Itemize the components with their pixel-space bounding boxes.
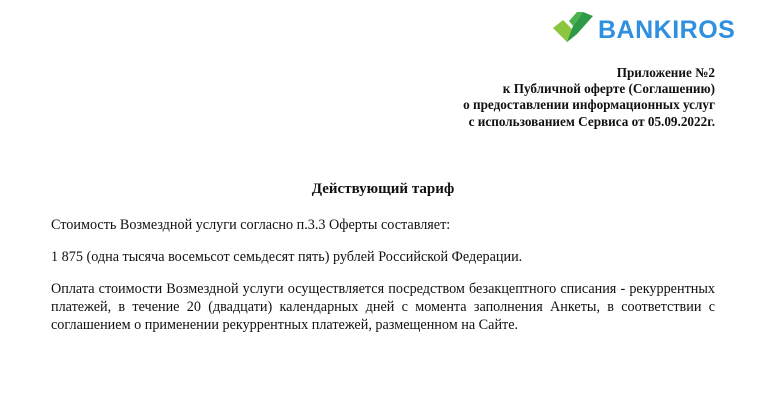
annex-service-date: с использованием Сервиса от 05.09.2022г. bbox=[468, 113, 715, 129]
payment-terms-paragraph: Оплата стоимости Возмездной услуги осуществляется посредством безакцептного списания - рекуррентных платежей, в течение 20 (двадцати) календарных дней с момента заполнения Анкеты, в соответствии с соглашением о применении рекуррентных платежей, размещенном на Сайте. bbox=[51, 281, 715, 333]
document-title: Действующий тариф bbox=[311, 181, 455, 197]
bankiros-logo-icon bbox=[551, 12, 595, 48]
annex-number: Приложение №2 bbox=[616, 65, 715, 80]
bankiros-logo bbox=[551, 12, 735, 48]
annex-header bbox=[463, 65, 715, 130]
amount-paragraph: 1 875 (одна тысяча восемьсот семьдесят пять) рублей Российской Федерации. bbox=[51, 249, 523, 265]
cost-intro-paragraph: Стоимость Возмездной услуги согласно п.3.3 Оферты составляет: bbox=[51, 217, 451, 233]
annex-service-subject: о предоставлении информационных услуг bbox=[463, 97, 715, 113]
logo-wordmark: BANKIROS bbox=[598, 16, 736, 44]
annex-offer-reference: к Публичной оферте (Соглашению) bbox=[502, 81, 715, 97]
